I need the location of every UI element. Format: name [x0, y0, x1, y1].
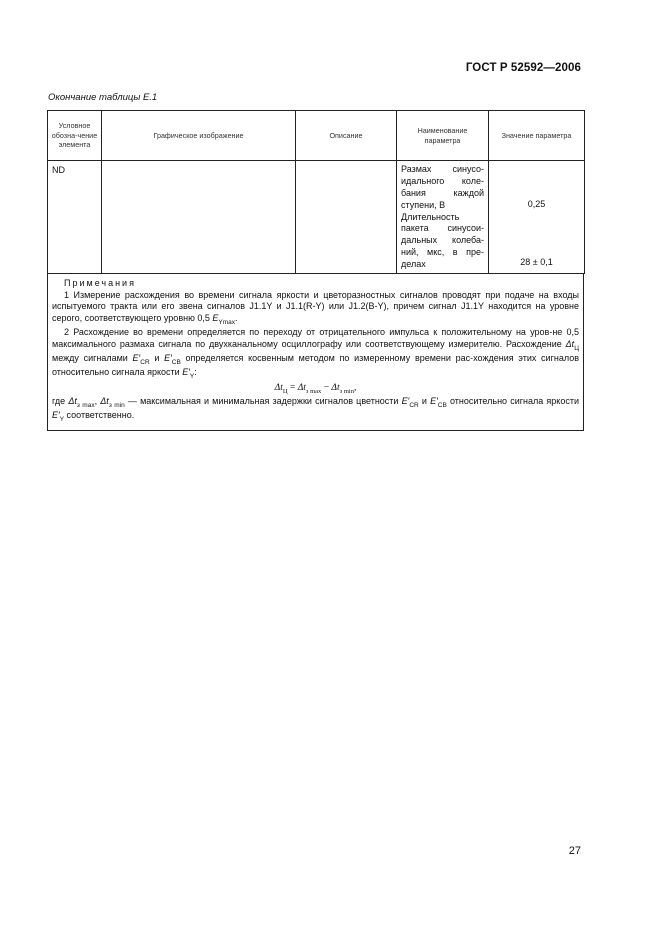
page-number: 27 [568, 845, 581, 857]
note-1: 1 Измерение расхождения во времени сигнала яркости и цветоразностных сигналов проводят при подаче на входы испытуемого тракта или его звена сигналов J1.1Y и J1.1(R-Y) или J1.2(B-Y), причем сигнал J1.1Y находится на уровне серого, соответствующего уровню 0,5 $E_{Ymax}$. [52, 289, 579, 326]
cell-symbol: ND [48, 161, 102, 274]
table-row [48, 161, 585, 274]
cell-parameter-names [397, 161, 489, 274]
cell-description [296, 161, 397, 274]
formula-explanation: где $\Delta t_{з max}$, $\Delta t_{з min}$ — максимальная и минимальная задержки сигналов цветности $E'_{CR}$ и $E'_{CB}$ относительно сигнала яркости $E'_Y$ соответственно. [52, 395, 579, 423]
table-caption: Окончание таблицы Е.1 [48, 92, 158, 103]
header-symbol: Условное обозна-чение элемента [48, 111, 102, 161]
parameter-value-amplitude: 0,25 [527, 199, 546, 209]
header-description: Описание [296, 111, 397, 161]
parameter-value-duration: 28 ± 0,1 [520, 257, 553, 267]
header-parameter-value: Значение параметра [489, 111, 585, 161]
cell-image [102, 161, 296, 274]
cell-parameter-values [489, 161, 585, 274]
header-image: Графическое изображение [102, 111, 296, 161]
parameter-name-duration: Длительность пакета синусои-дальных колеба-ний, мкс, в пре-делах [401, 211, 484, 269]
table-header-row [48, 111, 585, 161]
header-parameter-name: Наименование параметра [397, 111, 489, 161]
parameter-name-amplitude: Размах синусо-идального коле-бания каждой ступени, В [401, 164, 484, 210]
notes-section [47, 274, 584, 431]
parameters-table [47, 110, 585, 274]
formula: $\Delta t_Ц = \Delta t_{з max} - \Delta t_{з min}$, [274, 382, 357, 395]
notes-title: Примечания [64, 277, 136, 288]
document-id: ГОСТ Р 52592—2006 [465, 62, 581, 74]
table-container [47, 110, 584, 431]
note-2: 2 Расхождение во времени определяется по переходу от отрицательного импульса к положительному на уров-не 0,5 максимального размаха сигнала по двухканальному осциллографу или соответствующему измерителю. Расхождение $\Delta t_Ц$ между сигналами $E'_{CR}$ и $E'_{CB}$ определяется косвенным методом по измеренному времени рас-хождения этих сигналов относительно сигнала яркости $E'_Y$: [52, 327, 579, 381]
